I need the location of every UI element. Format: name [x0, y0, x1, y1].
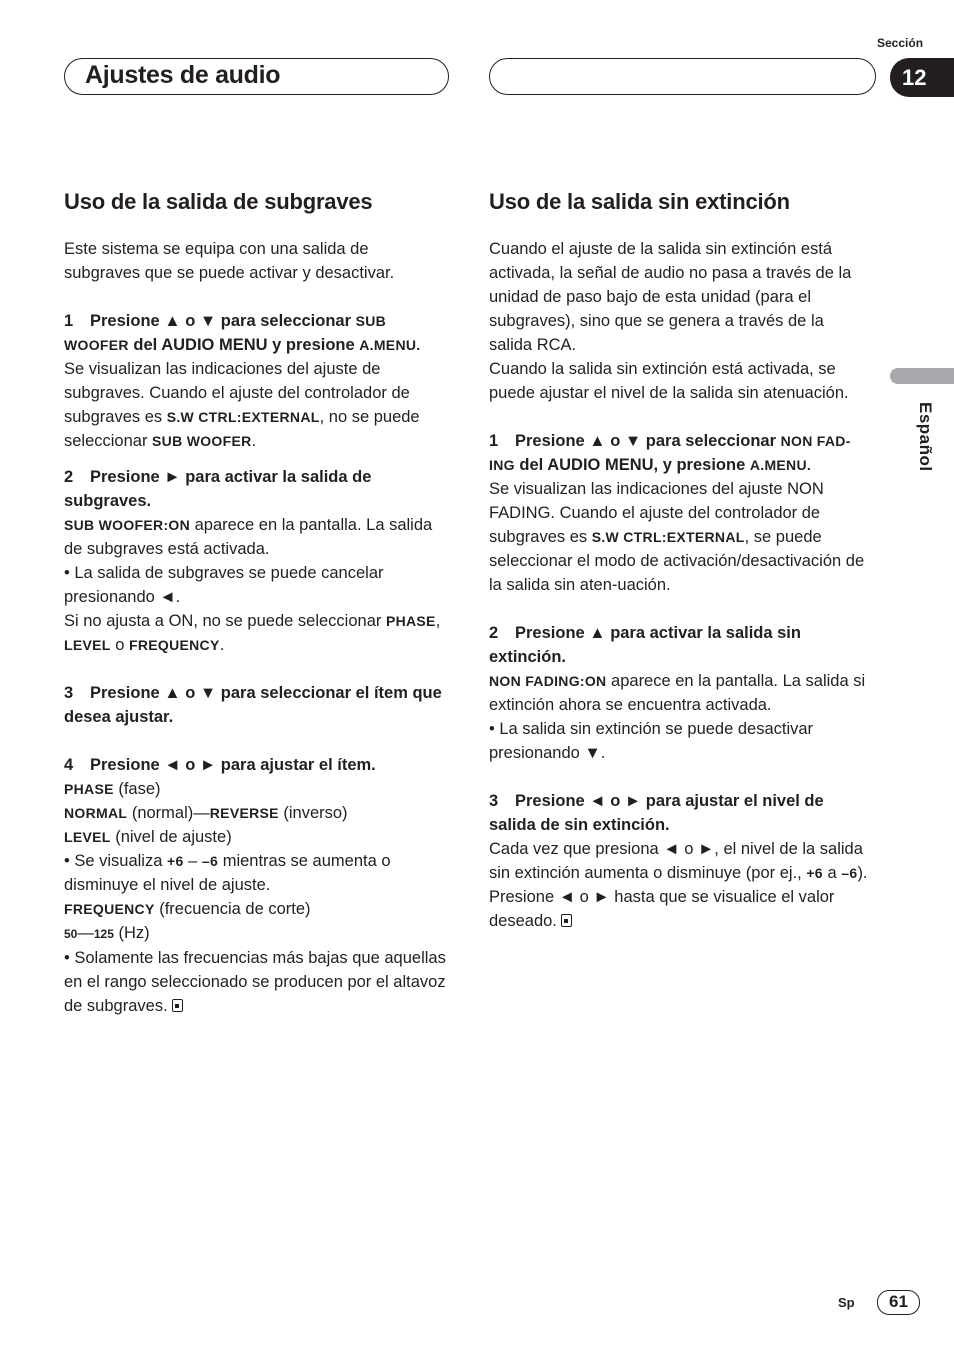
display-text: S.W CTRL:EXTERNAL	[591, 529, 745, 545]
body-text: (frecuencia de corte)	[154, 900, 311, 918]
seccion-label: Sección	[877, 36, 924, 50]
step-text: , y presione	[653, 456, 750, 474]
body-text: Si no ajusta a ON, no se puede seleccionar	[64, 612, 386, 630]
right-column	[489, 186, 871, 933]
display-text: FREQUENCY	[128, 637, 220, 653]
language-tab	[890, 368, 954, 384]
step-text: Presione ◄ o ► para ajustar el ítem.	[90, 756, 376, 774]
footer-lang-code: Sp	[838, 1295, 855, 1310]
left-step-4-title	[64, 753, 449, 777]
right-step-1-title	[489, 429, 871, 477]
step-text: Presione ◄ o ► para ajustar el nivel de salida de sin extinción.	[489, 792, 824, 834]
display-text: +6	[167, 853, 184, 869]
display-text: NORMAL	[64, 805, 128, 821]
left-step-2-bullet: • La salida de subgraves se puede cancelar presionando ◄.	[64, 564, 384, 606]
frequency-bullet	[64, 946, 449, 1018]
left-step-1-title	[64, 309, 449, 357]
body-text: (inverso)	[278, 804, 348, 822]
body-text: Presione ◄ o ► hasta que se visualice el valor deseado.	[489, 888, 835, 930]
display-text: S.W CTRL:EXTERNAL	[166, 409, 320, 425]
display-text: LEVEL	[64, 637, 111, 653]
section-number-tab: 12	[890, 58, 954, 97]
body-text: , se puede seleccionar el modo de activación/desactivación de la salida sin aten-uación.	[489, 528, 865, 594]
display-text: FREQUENCY	[64, 901, 155, 917]
left-intro: Este sistema se equipa con una salida de subgraves que se puede activar y desactivar.	[64, 240, 395, 282]
step-number: 1	[489, 432, 499, 450]
level-line	[64, 825, 449, 849]
normal-reverse-line	[64, 801, 449, 825]
body-text: Se visualizan las indicaciones del ajuste NON FADING. Cuando el ajuste del controlador de subgraves es	[489, 480, 824, 546]
body-text: , no se puede seleccionar	[64, 408, 420, 450]
step-text: y presione	[267, 336, 360, 354]
header-title-box	[64, 58, 449, 95]
display-text: REVERSE	[209, 805, 279, 821]
step-text: AUDIO MENU	[547, 456, 654, 474]
body-text: mientras se aumenta o disminuye el nivel de ajuste.	[64, 852, 391, 894]
page-number: 61	[877, 1290, 920, 1315]
step-text: del	[128, 336, 162, 354]
frequency-range	[64, 921, 449, 946]
body-text: o	[110, 636, 129, 654]
right-step-3-title	[489, 789, 871, 837]
step-text: SUB WOOFER	[64, 313, 387, 353]
right-step-1-body	[489, 477, 871, 597]
display-text: +6	[806, 865, 823, 881]
body-text: a	[822, 864, 842, 882]
right-heading: Uso de la salida sin extinción	[489, 189, 790, 214]
display-text: –6	[841, 865, 858, 881]
left-step-2-note	[64, 609, 449, 657]
frequency-line	[64, 897, 449, 921]
left-column	[64, 186, 449, 1018]
body-text: • Solamente las frecuencias más bajas que aquellas en el rango seleccionado se producen por el altavoz de subgraves.	[64, 949, 446, 1015]
display-text: 50	[64, 927, 78, 941]
step-text: del	[514, 456, 548, 474]
left-step-3-title	[64, 681, 449, 729]
display-text: LEVEL	[64, 829, 111, 845]
left-heading: Uso de la salida de subgraves	[64, 189, 373, 214]
left-step-2-title	[64, 465, 449, 513]
step-text: Presione ▲ o ▼ para seleccionar	[90, 312, 356, 330]
step-text: Presione ▲ o ▼ para seleccionar	[515, 432, 781, 450]
display-text: SUB WOOFER:ON	[64, 517, 191, 533]
display-text: 125	[93, 927, 114, 941]
step-text: Presione ► para activar la salida de subgraves.	[64, 468, 372, 510]
right-step-3-body	[489, 837, 871, 885]
step-text: NON FAD-ING	[489, 433, 851, 473]
display-text: NON FADING:ON	[489, 673, 607, 689]
page-title: Ajustes de audio	[85, 61, 281, 89]
body-text: (nivel de ajuste)	[110, 828, 232, 846]
display-text: SUB WOOFER	[152, 433, 252, 449]
level-bullet	[64, 849, 449, 897]
language-label: Español	[916, 402, 935, 472]
step-number: 3	[64, 684, 74, 702]
header-blank-box	[489, 58, 876, 95]
end-mark-icon	[561, 914, 572, 927]
display-text: PHASE	[385, 613, 436, 629]
body-text: aparece en la pantalla. La salida si extinción ahora se encuentra activada.	[489, 672, 866, 714]
body-text: —	[77, 924, 94, 942]
body-text: ).	[857, 864, 868, 882]
body-text: • Se visualiza	[64, 852, 167, 870]
body-text: (Hz)	[113, 924, 150, 942]
body-text: .	[219, 636, 225, 654]
display-text: PHASE	[64, 781, 114, 797]
step-text: Presione ▲ para activar la salida sin extinción.	[489, 624, 801, 666]
left-step-2-body	[64, 513, 449, 561]
step-number: 3	[489, 792, 499, 810]
body-text: .	[251, 432, 257, 450]
body-text: (normal)—	[127, 804, 210, 822]
right-intro-1: Cuando el ajuste de la salida sin extinción está activada, la señal de audio no pasa a través de la unidad de paso bajo de esta unidad (para el subgraves), sino que se genera a través de la salida RCA.	[489, 240, 852, 354]
right-step-2-body	[489, 669, 871, 717]
right-step-3-body-2	[489, 885, 871, 933]
display-text: –6	[201, 853, 219, 869]
body-text: –	[183, 852, 202, 870]
end-mark-icon	[172, 999, 183, 1012]
body-text: ,	[435, 612, 441, 630]
right-intro-2: Cuando la salida sin extinción está activada, se puede ajustar el nivel de la salida sin atenuación.	[489, 360, 849, 402]
step-number: 2	[489, 624, 499, 642]
step-text: Presione ▲ o ▼ para seleccionar el ítem que desea ajustar.	[64, 684, 442, 726]
step-text: A.MENU.	[749, 457, 812, 473]
step-text: A.MENU.	[359, 337, 421, 353]
step-text: AUDIO MENU	[161, 336, 268, 354]
body-text: Se visualizan las indicaciones del ajuste de subgraves. Cuando el ajuste del controlador de subgraves es	[64, 360, 410, 426]
body-text: Cada vez que presiona ◄ o ►, el nivel de la salida sin extinción aumenta o disminuye (por ej.,	[489, 840, 863, 882]
step-number: 1	[64, 312, 74, 330]
left-step-1-body	[64, 357, 449, 453]
phase-line	[64, 777, 449, 801]
body-text: aparece en la pantalla. La salida de subgraves está activada.	[64, 516, 433, 558]
body-text: (fase)	[113, 780, 161, 798]
right-step-2-title	[489, 621, 871, 669]
step-number: 4	[64, 756, 74, 774]
right-step-2-bullet: • La salida sin extinción se puede desactivar presionando ▼.	[489, 720, 814, 762]
step-number: 2	[64, 468, 74, 486]
